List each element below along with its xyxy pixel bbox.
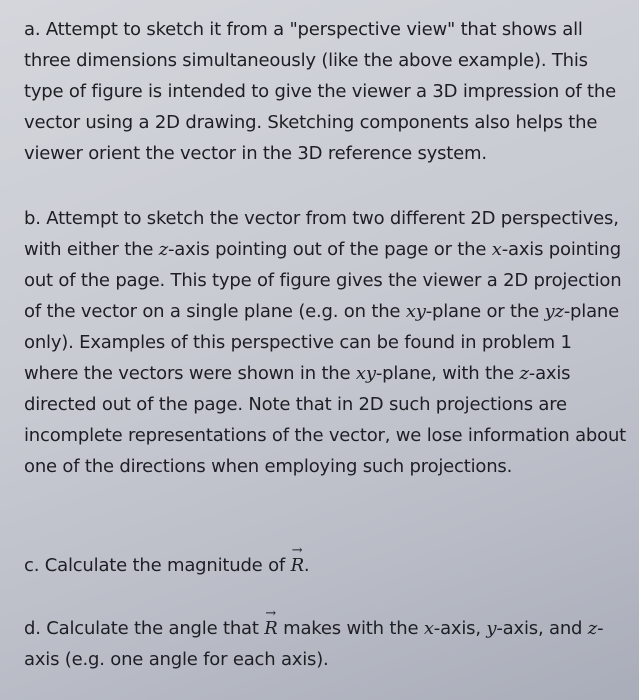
- part-d-text-3: -axis,: [433, 618, 487, 639]
- z-axis-symbol: z: [158, 239, 169, 260]
- x-axis-symbol: x: [491, 239, 502, 260]
- y-axis-symbol: y: [486, 618, 497, 639]
- part-a-paragraph: [24, 14, 630, 169]
- part-b-text-1: b. Attempt to sketch the vector from two different 2D perspectives, with either the: [24, 208, 619, 260]
- z-axis-symbol: z: [587, 618, 598, 639]
- z-axis-symbol: z: [519, 363, 529, 384]
- part-b-text-2: -axis pointing out of the page or the: [168, 239, 492, 260]
- vector-r-symbol: → R: [264, 613, 277, 644]
- part-d-paragraph: [24, 613, 630, 675]
- xy-plane-symbol: xy: [405, 301, 426, 322]
- part-a-text: a. Attempt to sketch it from a "perspective view" that shows all three dimensions simultaneously (like the above example). This type of figure is intended to give the viewer a 3D impression of the vector using a 2D drawing. Sketching components also helps the viewer orient the vector in the 3D reference system.: [24, 19, 616, 164]
- part-c-paragraph: [24, 550, 630, 581]
- vector-r-symbol: → R: [291, 550, 304, 581]
- part-d-text-5: -axis (e.g. one angle for each axis).: [24, 618, 604, 670]
- part-c-text-1: c. Calculate the magnitude of: [24, 555, 291, 576]
- part-b-text-6: -plane, with the: [375, 363, 520, 384]
- part-b-text-3: -axis pointing out of the page. This type of figure gives the viewer a 2D projection of the vector on a single plane (e.g. on the: [24, 239, 622, 322]
- yz-plane-symbol: yz: [544, 301, 564, 322]
- x-axis-symbol: x: [423, 618, 434, 639]
- part-b-text-4: -plane or the: [425, 301, 545, 322]
- part-d-text-1: d. Calculate the angle that: [24, 618, 265, 639]
- part-b-text-5: -plane only). Examples of this perspective can be found in problem 1 where the vectors were shown in the: [24, 301, 620, 384]
- part-b-text-7: -axis directed out of the page. Note that in 2D such projections are incomplete representations of the vector, we lose information about one of the directions when employing such projections.: [24, 363, 627, 477]
- xy-plane-symbol: xy: [355, 363, 376, 384]
- part-b-paragraph: [24, 203, 630, 482]
- part-d-text-4: -axis, and: [496, 618, 588, 639]
- part-c-text-2: .: [303, 555, 310, 576]
- part-d-text-2: makes with the: [277, 618, 424, 639]
